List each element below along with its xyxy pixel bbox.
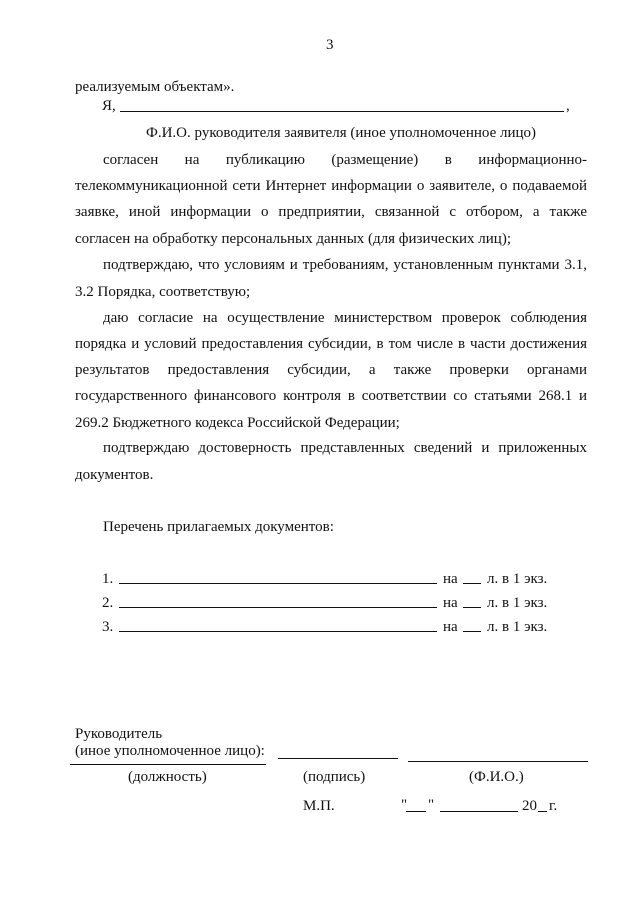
paragraph-line: 269.2 Бюджетного кодекса Российской Федерации; <box>75 415 400 431</box>
paragraph-line: заявке, иной информации о предприятии, связанной с отбором, а также <box>75 204 587 220</box>
month-field[interactable] <box>440 811 518 812</box>
document-name-field[interactable] <box>119 583 437 584</box>
applicant-prefix: Я, <box>102 98 116 114</box>
applicant-name-field[interactable] <box>120 111 564 112</box>
signature-field[interactable] <box>278 758 398 759</box>
paragraph-line: порядка и условий предоставления субсидии, в том числе в части достижения <box>75 336 587 352</box>
paragraph-line: 3.2 Порядка, соответствую; <box>75 284 251 300</box>
copies-label: л. в 1 экз. <box>487 571 548 587</box>
year-field[interactable] <box>538 811 547 812</box>
day-field[interactable] <box>406 811 426 812</box>
signer-title: Руководитель <box>75 726 163 742</box>
document-number: 2. <box>102 595 114 611</box>
document-name-field[interactable] <box>119 607 437 608</box>
paragraph-line: государственного финансового контроля в соответствии со статьями 268.1 и <box>75 388 587 404</box>
copies-label: л. в 1 экз. <box>487 595 548 611</box>
applicant-caption: Ф.И.О. руководителя заявителя (иное уполномоченное лицо) <box>146 125 537 141</box>
position-caption: (должность) <box>128 769 207 785</box>
pages-label: на <box>443 571 458 587</box>
copies-label: л. в 1 экз. <box>487 619 548 635</box>
paragraph-line: даю согласие на осуществление министерством проверок соблюдения <box>103 310 587 326</box>
pages-label: на <box>443 595 458 611</box>
pages-count-field[interactable] <box>463 583 481 584</box>
year-suffix: г. <box>549 798 558 814</box>
paragraph-line: подтверждаю достоверность представленных сведений и приложенных <box>103 440 587 456</box>
name-caption: (Ф.И.О.) <box>469 769 524 785</box>
pages-label: на <box>443 619 458 635</box>
signer-title-note: (иное уполномоченное лицо): <box>75 743 265 759</box>
applicant-suffix: , <box>566 98 570 114</box>
date-quote-open: " <box>401 797 408 813</box>
paragraph-line: подтверждаю, что условиям и требованиям, установленным пунктами 3.1, <box>103 257 587 273</box>
paragraph-line: телекоммуникационной сети Интернет информации о заявителе, о подаваемой <box>75 178 587 194</box>
full-name-field[interactable] <box>408 761 588 762</box>
paragraph-line: результатов предоставления субсидии, а также проверки органами <box>75 362 587 378</box>
position-field[interactable] <box>70 764 266 765</box>
page-number: 3 <box>326 37 334 53</box>
paragraph-line: согласен на публикацию (размещение) в информационно- <box>103 152 587 168</box>
document-name-field[interactable] <box>119 631 437 632</box>
paragraph-line: документов. <box>75 467 154 483</box>
stamp-label: М.П. <box>303 798 335 814</box>
year-prefix: 20 <box>522 798 537 814</box>
signature-caption: (подпись) <box>303 769 366 785</box>
date-quote-close: " <box>428 797 435 813</box>
intro-line: реализуемым объектам». <box>75 79 235 95</box>
pages-count-field[interactable] <box>463 631 481 632</box>
pages-count-field[interactable] <box>463 607 481 608</box>
document-number: 1. <box>102 571 114 587</box>
paragraph-line: согласен на обработку персональных данных (для физических лиц); <box>75 231 511 247</box>
documents-heading: Перечень прилагаемых документов: <box>103 519 334 535</box>
document-number: 3. <box>102 619 114 635</box>
